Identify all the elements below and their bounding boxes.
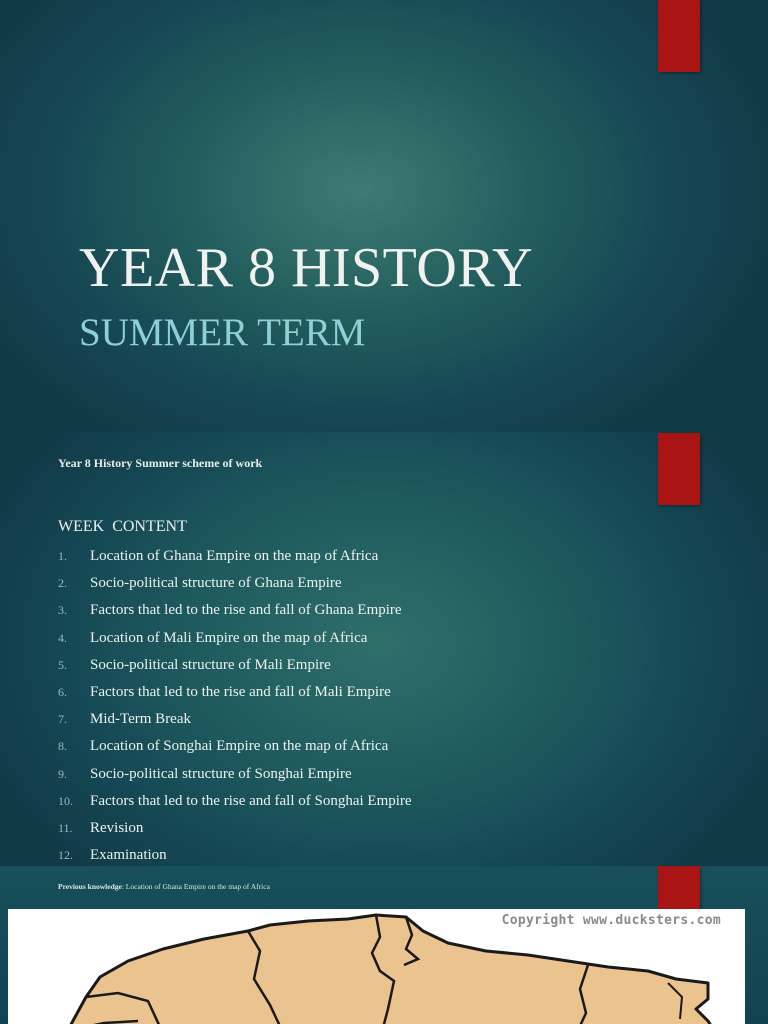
- week-content: Location of Ghana Empire on the map of Africa: [90, 548, 379, 565]
- week-content: Factors that led to the rise and fall of Ghana Empire: [90, 602, 402, 619]
- accent-bar: [658, 866, 700, 910]
- week-number: 1.: [58, 549, 67, 564]
- previous-knowledge-label: Previous knowledge: [58, 882, 122, 891]
- week-content: Mid-Term Break: [90, 711, 192, 728]
- week-item: [58, 761, 412, 788]
- week-content: Examination: [90, 847, 167, 864]
- week-item: [58, 788, 412, 815]
- week-item: [58, 842, 412, 866]
- title-slide: [0, 0, 768, 432]
- week-item: [58, 625, 412, 652]
- week-content: Factors that led to the rise and fall of Songhai Empire: [90, 792, 412, 809]
- week-item: [58, 706, 412, 733]
- week-number: 2.: [58, 576, 67, 591]
- week-item: [58, 597, 412, 624]
- week-content: Factors that led to the rise and fall of Mali Empire: [90, 684, 391, 701]
- week-number: 11.: [58, 820, 73, 835]
- week-content: Socio-political structure of Mali Empire: [90, 656, 331, 673]
- week-content: Location of Mali Empire on the map of Africa: [90, 629, 368, 646]
- week-number: 6.: [58, 685, 67, 700]
- week-item: [58, 733, 412, 760]
- accent-bar: [658, 433, 700, 505]
- week-number: 8.: [58, 739, 67, 754]
- africa-map-panel: [8, 909, 745, 1024]
- week-number: 5.: [58, 657, 67, 672]
- week-content: Revision: [90, 819, 144, 836]
- week-item: [58, 815, 412, 842]
- week-item: [58, 543, 412, 570]
- map-slide: [0, 866, 768, 1024]
- week-number: 9.: [58, 766, 67, 781]
- previous-knowledge-text: : Location of Ghana Empire on the map of Africa: [121, 882, 270, 891]
- week-number: 7.: [58, 712, 67, 727]
- week-content: Socio-political structure of Ghana Empire: [90, 575, 342, 592]
- week-number: 12.: [58, 848, 73, 863]
- accent-bar: [658, 0, 700, 72]
- week-number: 4.: [58, 630, 67, 645]
- week-list: [58, 543, 412, 866]
- week-table-header: WEEK CONTENT: [58, 518, 187, 535]
- week-item: [58, 679, 412, 706]
- week-item: [58, 652, 412, 679]
- week-number: 10.: [58, 793, 73, 808]
- previous-knowledge-note: [58, 882, 270, 891]
- week-content: Location of Songhai Empire on the map of Africa: [90, 738, 389, 755]
- map-copyright: Copyright www.ducksters.com: [501, 913, 721, 928]
- scheme-slide: [0, 432, 768, 866]
- page-subtitle: SUMMER TERM: [79, 311, 366, 354]
- week-number: 3.: [58, 603, 67, 618]
- week-content: Socio-political structure of Songhai Empire: [90, 765, 352, 782]
- week-item: [58, 570, 412, 597]
- page-title: YEAR 8 HISTORY: [79, 237, 534, 299]
- scheme-heading: Year 8 History Summer scheme of work: [58, 456, 263, 470]
